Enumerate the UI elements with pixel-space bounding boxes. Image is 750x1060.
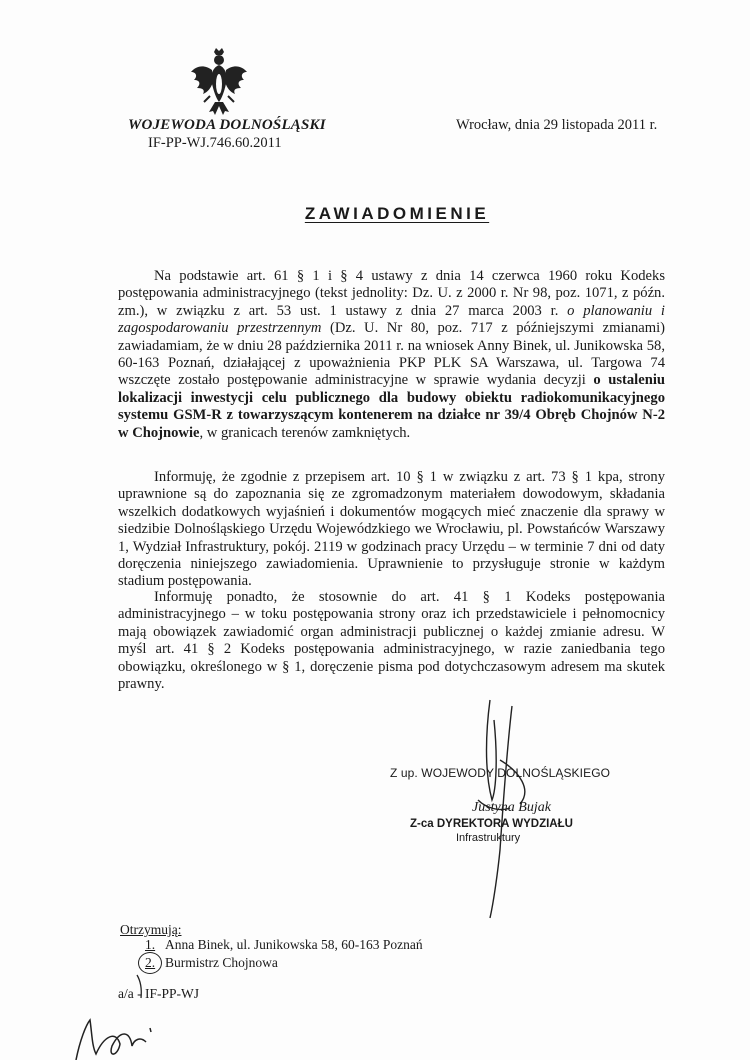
recipients-list	[145, 936, 423, 972]
list-item	[145, 954, 423, 972]
handwritten-initials	[76, 1020, 151, 1060]
polish-eagle-emblem-icon	[188, 46, 250, 118]
recipient-number: 1.	[145, 937, 156, 952]
recipients-label: Otrzymują:	[120, 922, 182, 937]
paragraph-legal-basis	[118, 268, 665, 442]
document-title-text: ZAWIADOMIENIE	[304, 204, 490, 223]
place-and-date: Wrocław, dnia 29 listopada 2011 r.	[456, 117, 658, 133]
paragraph1-part3: , w granicach terenów zamkniętych.	[199, 424, 411, 441]
handwritten-circle-mark	[138, 952, 162, 974]
list-item	[145, 936, 423, 954]
paragraph-address-change	[118, 589, 665, 693]
recipient-number: 2.	[145, 955, 156, 970]
case-reference: IF-PP-WJ.746.60.2011	[148, 135, 282, 151]
paragraph-access-rights	[118, 469, 665, 591]
recipient-text: Burmistrz Chojnowa	[165, 955, 278, 970]
paragraph1-bold-subject: o ustaleniu lokalizacji inwestycji celu publicznego dla budowy obiektu radiokomunikacyjnego systemu GSM-R z towarzyszącym kontenerem na działce nr 39/4 Obręb Chojnów N-2 w Chojnowie	[118, 372, 665, 441]
paragraph3-text: Informuję ponadto, że stosownie do art. 41 § 1 Kodeks postępowania administracyjnego – w toku postępowania strony oraz ich przedstawiciele i pełnomocnicy mają obowiązek zawiadomić organ administracji publicznej o każdej zmianie adresu. W myśl art. 41 § 2 Kodeks postępowania administracyjnego, w razie zaniedbania tego obowiązku, określonego w § 1, doręczenie pisma pod dotychczasowym adresem ma skutek prawny.	[118, 589, 665, 693]
signer-role: Z-ca DYREKTORA WYDZIAŁU	[410, 818, 573, 830]
paragraph1-part1: Na podstawie art. 61 § 1 i § 4 ustawy z dnia 14 czerwca 1960 roku Kodeks postępowania administracyjnego (tekst jednolity: Dz. U. z 2000 r. Nr 98, poz. 1071, z późn. zm.), w związku z art. 53 ust. 1 ustawy z dnia 27 marca 2003 r.	[118, 268, 665, 319]
issuing-authority: WOJEWODA DOLNOŚLĄSKI	[128, 117, 326, 133]
recipient-text: Anna Binek, ul. Junikowska 58, 60-163 Poznań	[165, 937, 423, 952]
document-title	[0, 204, 750, 224]
paragraph2-text: Informuję, że zgodnie z przepisem art. 10 § 1 w związku z art. 73 § 1 kpa, strony uprawnione są do zapoznania się ze zgromadzonym materiałem dowodowym, składania wszelkich dodatkowych wyjaśnień i dokumentów mogących mieć znaczenie dla sprawy w siedzibie Dolnośląskiego Urzędu Wojewódzkiego we Wrocławiu, pl. Powstańców Warszawy 1, Wydział Infrastruktury, pokój. 2119 w godzinach pracy Urzędu – w terminie 7 dni od daty doręczenia niniejszego zawiadomienia. Uprawnienie to przysługuje stronie w każdym stadium postępowania.	[118, 469, 665, 590]
on-behalf-line: Z up. WOJEWODY DOLNOŚLĄSKIEGO	[390, 766, 611, 780]
signer-unit: Infrastruktury	[456, 832, 521, 844]
paragraph1-part2: (Dz. U. Nr 80, poz. 717 z późniejszymi zmianami) zawiadamiam, że w dniu 28 października 2011 r. na wniosek Anny Binek, ul. Junikowska 58, 60-163 Poznań, działającej z upoważnienia PKP PLK SA Warszawa, ul. Targowa 74 wszczęte zostało postępowanie administracyjne w sprawie wydania decyzji	[118, 320, 666, 389]
file-copy-note: a/a - IF-PP-WJ	[118, 986, 199, 1001]
signer-name: Justyna Bujak	[472, 800, 551, 815]
paragraph1-italic-act: o planowaniu i zagospodarowaniu przestrzennym	[118, 302, 665, 337]
